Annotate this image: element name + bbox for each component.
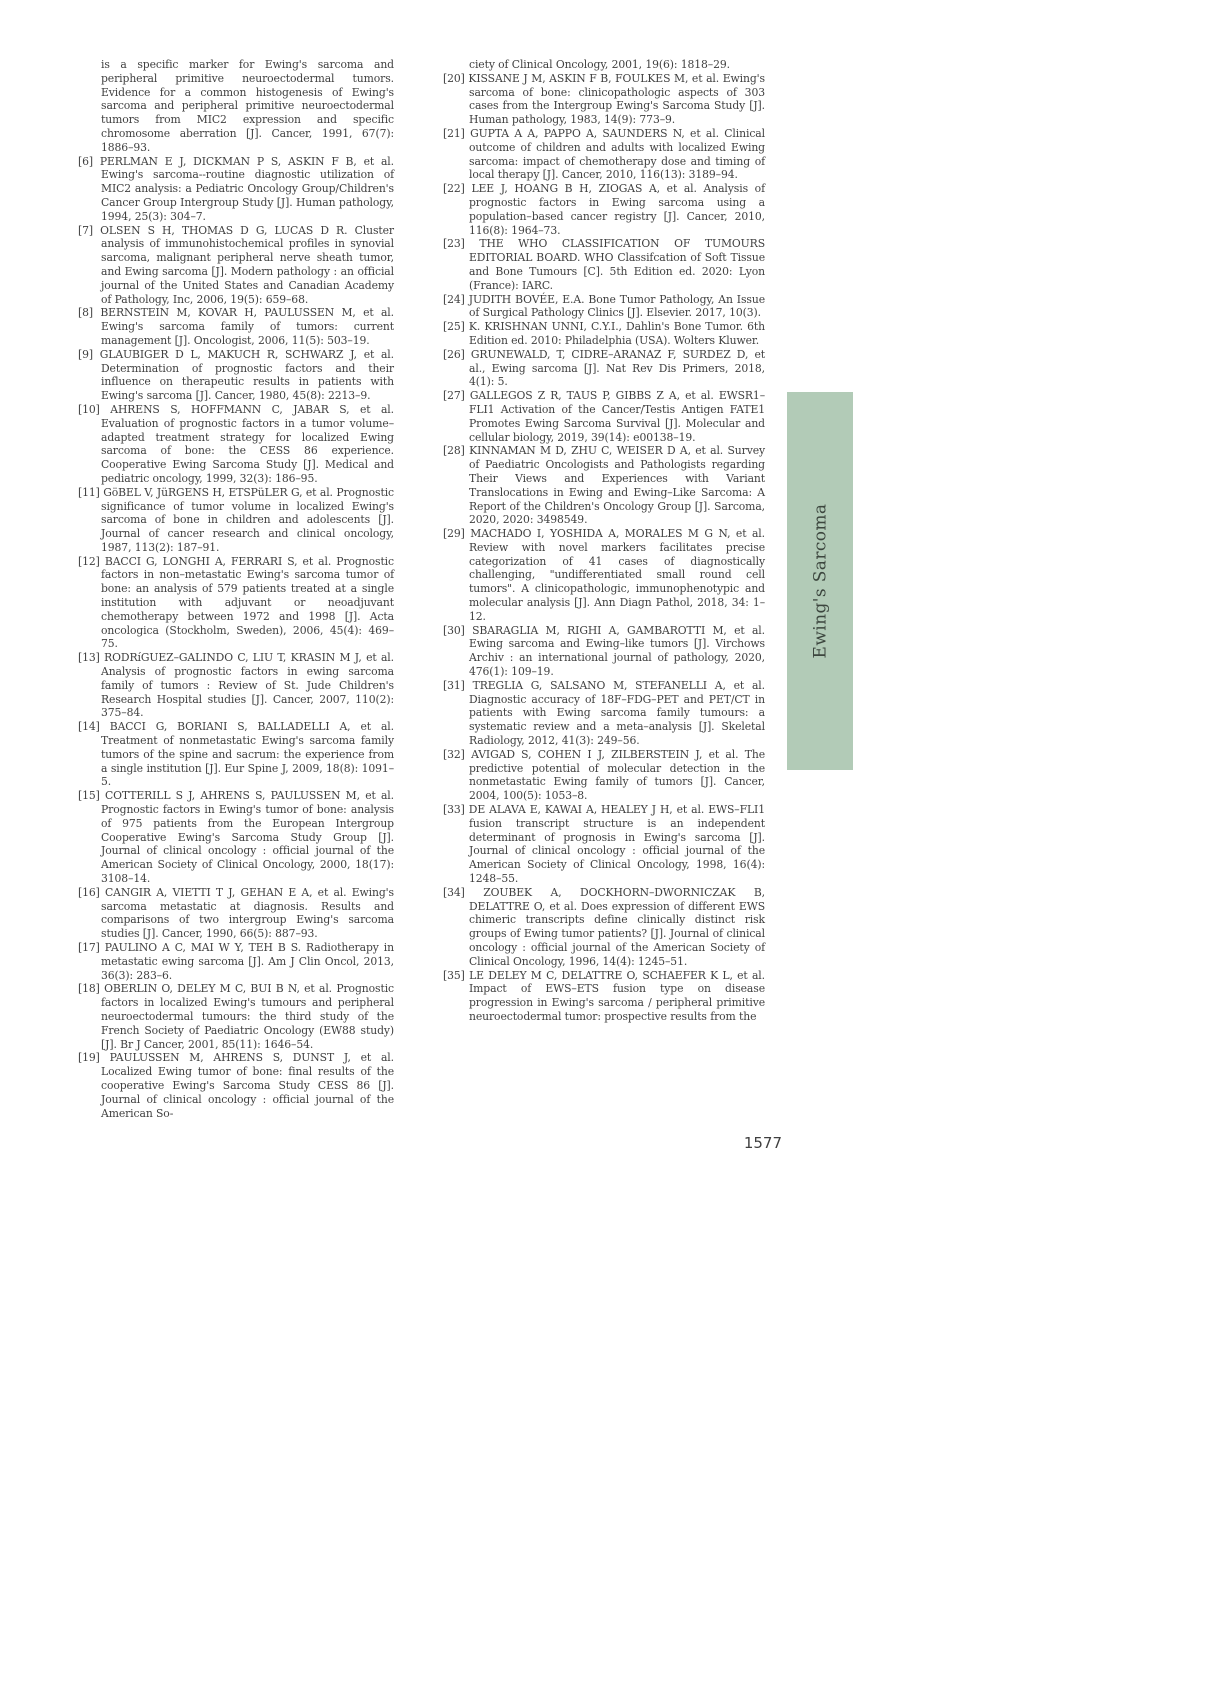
chapter-tab xyxy=(787,392,853,770)
reference-text: GöBEL V, JüRGENS H, ETSPüLER G, et al. Prognostic significance of tumor volume in localized Ewing's sarcoma of bone in children and adolescents [J]. Journal of cancer research and clinical oncology, 1987, 113(2): 187–91. xyxy=(101,485,394,554)
reference-item xyxy=(443,444,765,527)
reference-text: K. KRISHNAN UNNI, C.Y.I., Dahlin's Bone Tumor. 6th Edition ed. 2010: Philadelphia (USA). Wolters Kluwer. xyxy=(468,320,765,347)
reference-item xyxy=(78,403,394,486)
reference-number: [23] xyxy=(443,237,465,251)
reference-item xyxy=(78,651,394,720)
reference-number: [31] xyxy=(443,678,465,692)
reference-text: THE WHO CLASSIFICATION OF TUMOURS EDITORIAL BOARD. WHO Classifcation of Soft Tissue and Bone Tumours [C]. 5th Edition ed. 2020: Lyon (France): IARC. xyxy=(469,237,765,292)
reference-text: BACCI G, BORIANI S, BALLADELLI A, et al. Treatment of nonmetastatic Ewing's sarcoma family tumors of the spine and sacrum: the experience from a single institution [J]. Eur Spine J, 2009, 18(8): 1091–5. xyxy=(101,720,394,789)
reference-text: PAULUSSEN M, AHRENS S, DUNST J, et al. Localized Ewing tumor of bone: final results of the cooperative Ewing's Sarcoma Study CESS 86 [J]. Journal of clinical oncology : official journal of the American So- xyxy=(101,1051,394,1120)
reference-item xyxy=(78,224,394,307)
reference-number: [11] xyxy=(78,485,100,499)
reference-number: [34] xyxy=(443,885,465,899)
reference-number: [20] xyxy=(443,71,465,85)
references-right-column xyxy=(443,58,765,1024)
reference-item xyxy=(78,486,394,555)
continuation-text: is a specific marker for Ewing's sarcoma and peripheral primitive neuroectodermal tumors. Evidence for a common histogenesis of Ewing's sarcoma and peripheral primitive neuroectodermal tumors from MIC2 expression and specific chromosome aberration [J]. Cancer, 1991, 67(7): 1886–93. xyxy=(101,58,394,154)
reference-number: [29] xyxy=(443,527,465,541)
reference-number: [28] xyxy=(443,444,465,458)
reference-item xyxy=(443,293,765,321)
reference-number: [22] xyxy=(443,182,465,196)
reference-number: [35] xyxy=(443,968,465,982)
reference-text: SBARAGLIA M, RIGHI A, GAMBAROTTI M, et al. Ewing sarcoma and Ewing–like tumors [J]. Virchows Archiv : an international journal of pathology, 2020, 476(1): 109–19. xyxy=(469,623,765,679)
reference-number: [7] xyxy=(78,223,93,237)
reference-item xyxy=(78,1051,394,1120)
reference-text: GRUNEWALD, T, CIDRE–ARANAZ F, SURDEZ D, et al., Ewing sarcoma [J]. Nat Rev Dis Primers, 2018, 4(1): 5. xyxy=(469,347,765,389)
reference-text: LE DELEY M C, DELATTRE O, SCHAEFER K L, et al. Impact of EWS–ETS fusion type on disease progression in Ewing's sarcoma / peripheral primitive neuroectodermal tumor: prospective results from the xyxy=(469,968,765,1023)
reference-item xyxy=(443,624,765,679)
reference-number: [26] xyxy=(443,347,465,361)
reference-item xyxy=(443,320,765,348)
reference-text: GLAUBIGER D L, MAKUCH R, SCHWARZ J, et al. Determination of prognostic factors and their influence on therapeutic results in patients with Ewing's sarcoma [J]. Cancer, 1980, 45(8): 2213–9. xyxy=(99,347,394,403)
reference-number: [17] xyxy=(78,941,100,954)
reference-text: OBERLIN O, DELEY M C, BUI B N, et al. Prognostic factors in localized Ewing's tumours and peripheral neuroectodermal tumours: the third study of the French Society of Paediatric Oncology (EW88 study) [J]. Br J Cancer, 2001, 85(11): 1646–54. xyxy=(101,982,394,1051)
reference-text: RODRíGUEZ–GALINDO C, LIU T, KRASIN M J, et al. Analysis of prognostic factors in ewing sarcoma family of tumors : Review of St. Jude Children's Research Hospital studies [J]. Cancer, 2007, 110(2): 375–84. xyxy=(101,651,394,720)
reference-number: [24] xyxy=(443,292,465,306)
reference-text: CANGIR A, VIETTI T J, GEHAN E A, et al. Ewing's sarcoma metastatic at diagnosis. Results and comparisons of two intergroup Ewing's sarcoma studies [J]. Cancer, 1990, 66(5): 887–93. xyxy=(101,885,394,941)
reference-number: [10] xyxy=(78,402,100,416)
reference-number: [9] xyxy=(78,347,93,361)
reference-number: [16] xyxy=(78,885,100,899)
reference-item xyxy=(443,969,765,1024)
reference-item xyxy=(78,982,394,1051)
reference-item xyxy=(443,527,765,624)
reference-text: BERNSTEIN M, KOVAR H, PAULUSSEN M, et al. Ewing's sarcoma family of tumors: current management [J]. Oncologist, 2006, 11(5): 503–19. xyxy=(100,306,394,347)
reference-text: JUDITH BOVÉE, E.A. Bone Tumor Pathology, An Issue of Surgical Pathology Clinics [J]. Elsevier. 2017, 10(3). xyxy=(468,292,765,320)
reference-number: [8] xyxy=(78,306,93,320)
reference-text: COTTERILL S J, AHRENS S, PAULUSSEN M, et al. Prognostic factors in Ewing's tumor of bone: analysis of 975 patients from the European Intergroup Cooperative Ewing's Sarcoma Study Group [J]. Journal of clinical oncology : official journal of the American Society of Clinical Oncology, 2000, 18(17): 3108–14. xyxy=(101,789,394,886)
reference-number: [13] xyxy=(78,651,100,665)
reference-text: PAULINO A C, MAI W Y, TEH B S. Radiotherapy in metastatic ewing sarcoma [J]. Am J Clin Oncol, 2013, 36(3): 283–6. xyxy=(101,941,394,982)
reference-item xyxy=(78,555,394,652)
reference-number: [12] xyxy=(78,554,100,568)
reference-item xyxy=(78,348,394,403)
reference-item xyxy=(78,306,394,347)
reference-text: ZOUBEK A, DOCKHORN–DWORNICZAK B, DELATTRE O, et al. Does expression of different EWS chimeric transcripts define clinically distinct risk groups of Ewing tumor patients? [J]. Journal of clinical oncology : official journal of the American Society of Clinical Oncology, 1996, 14(4): 1245–51. xyxy=(469,885,765,968)
reference-item xyxy=(78,720,394,789)
reference-number: [30] xyxy=(443,623,465,637)
reference-text: AHRENS S, HOFFMANN C, JABAR S, et al. Evaluation of prognostic factors in a tumor volume–adapted treatment strategy for localized Ewing sarcoma of bone: the CESS 86 experience. Cooperative Ewing Sarcoma Study [J]. Medical and pediatric oncology, 1999, 32(3): 186–95. xyxy=(101,402,394,485)
reference-item xyxy=(443,886,765,969)
reference-item xyxy=(443,679,765,748)
reference-number: [25] xyxy=(443,320,465,334)
references-left-column xyxy=(78,58,394,1120)
reference-item xyxy=(443,237,765,292)
reference-item xyxy=(78,155,394,224)
reference-text: OLSEN S H, THOMAS D G, LUCAS D R. Cluster analysis of immunohistochemical profiles in synovial sarcoma, malignant peripheral nerve sheath tumor, and Ewing sarcoma [J]. Modern pathology : an official journal of the United States and Canadian Academy of Pathology, Inc, 2006, 19(5): 659–68. xyxy=(100,223,394,306)
reference-text: BACCI G, LONGHI A, FERRARI S, et al. Prognostic factors in non–metastatic Ewing's sarcoma tumor of bone: an analysis of 579 patients treated at a single institution with adjuvant or neoadjuvant chemotherapy between 1972 and 1998 [J]. Acta oncologica (Stockholm, Sweden), 2006, 45(4): 469–75. xyxy=(101,554,394,651)
reference-text: DE ALAVA E, KAWAI A, HEALEY J H, et al. EWS–FLI1 fusion transcript structure is an independent determinant of prognosis in Ewing's sarcoma [J]. Journal of clinical oncology : official journal of the American Society of Clinical Oncology, 1998, 16(4): 1248–55. xyxy=(468,803,765,886)
reference-number: [19] xyxy=(78,1051,100,1065)
reference-text: KINNAMAN M D, ZHU C, WEISER D A, et al. Survey of Paediatric Oncologists and Pathologists regarding Their Views and Experiences with Variant Translocations in Ewing and Ewing–Like Sarcoma: A Report of the Children's Oncology Group [J]. Sarcoma, 2020, 2020: 3498549. xyxy=(469,444,765,527)
reference-item xyxy=(443,803,765,886)
reference-number: [6] xyxy=(78,154,93,168)
reference-item xyxy=(443,748,765,803)
reference-number: [21] xyxy=(443,126,465,140)
reference-item xyxy=(443,348,765,389)
reference-number: [32] xyxy=(443,747,465,761)
reference-text: LEE J, HOANG B H, ZIOGAS A, et al. Analysis of prognostic factors in Ewing sarcoma using a population–based cancer registry [J]. Cancer, 2010, 116(8): 1964–73. xyxy=(469,182,765,237)
reference-text: AVIGAD S, COHEN I J, ZILBERSTEIN J, et al. The predictive potential of molecular detection in the nonmetastatic Ewing family of tumors [J]. Cancer, 2004, 100(5): 1053–8. xyxy=(469,747,765,803)
reference-text: PERLMAN E J, DICKMAN P S, ASKIN F B, et al. Ewing's sarcoma--routine diagnostic utilization of MIC2 analysis: a Pediatric Oncology Group/Children's Cancer Group Intergroup Study [J]. Human pathology, 1994, 25(3): 304–7. xyxy=(99,154,394,223)
reference-number: [27] xyxy=(443,389,465,403)
reference-item xyxy=(78,789,394,886)
page-number: 1577 xyxy=(743,1134,782,1152)
chapter-tab-label: Ewing's Sarcoma xyxy=(810,503,831,659)
reference-number: [15] xyxy=(78,789,100,803)
reference-text: GALLEGOS Z R, TAUS P, GIBBS Z A, et al. EWSR1–FLI1 Activation of the Cancer/Testis Antigen FATE1 Promotes Ewing Sarcoma Survival [J]. Molecular and cellular biology, 2019, 39(14): e00138–19. xyxy=(469,389,765,444)
reference-text: KISSANE J M, ASKIN F B, FOULKES M, et al. Ewing's sarcoma of bone: clinicopathologic aspects of 303 cases from the Intergroup Ewing's Sarcoma Study [J]. Human pathology, 1983, 14(9): 773–9. xyxy=(468,71,765,127)
reference-text: TREGLIA G, SALSANO M, STEFANELLI A, et al. Diagnostic accuracy of 18F–FDG–PET and PET/CT in patients with Ewing sarcoma family tumours: a systematic review and a meta–analysis [J]. Skeletal Radiology, 2012, 41(3): 249–56. xyxy=(469,678,765,748)
reference-item xyxy=(443,127,765,182)
reference-text: MACHADO I, YOSHIDA A, MORALES M G N, et al. Review with novel markers facilitates precise categorization of 41 cases of diagnostically challenging, "undifferentiated small round cell tumors". A clinicopathologic, immunophenotypic and molecular analysis [J]. Ann Diagn Pathol, 2018, 34: 1–12. xyxy=(469,527,765,623)
reference-item xyxy=(78,886,394,941)
reference-number: [33] xyxy=(443,803,465,817)
reference-item xyxy=(443,182,765,237)
continuation-text: ciety of Clinical Oncology, 2001, 19(6): 1818–29. xyxy=(469,58,730,71)
reference-number: [14] xyxy=(78,720,100,734)
reference-text: GUPTA A A, PAPPO A, SAUNDERS N, et al. Clinical outcome of children and adults with localized Ewing sarcoma: impact of chemotherapy dose and timing of local therapy [J]. Cancer, 2010, 116(13): 3189–94. xyxy=(469,126,765,182)
reference-item xyxy=(78,941,394,982)
reference-number: [18] xyxy=(78,982,100,996)
reference-item xyxy=(443,72,765,127)
reference-item xyxy=(443,389,765,444)
